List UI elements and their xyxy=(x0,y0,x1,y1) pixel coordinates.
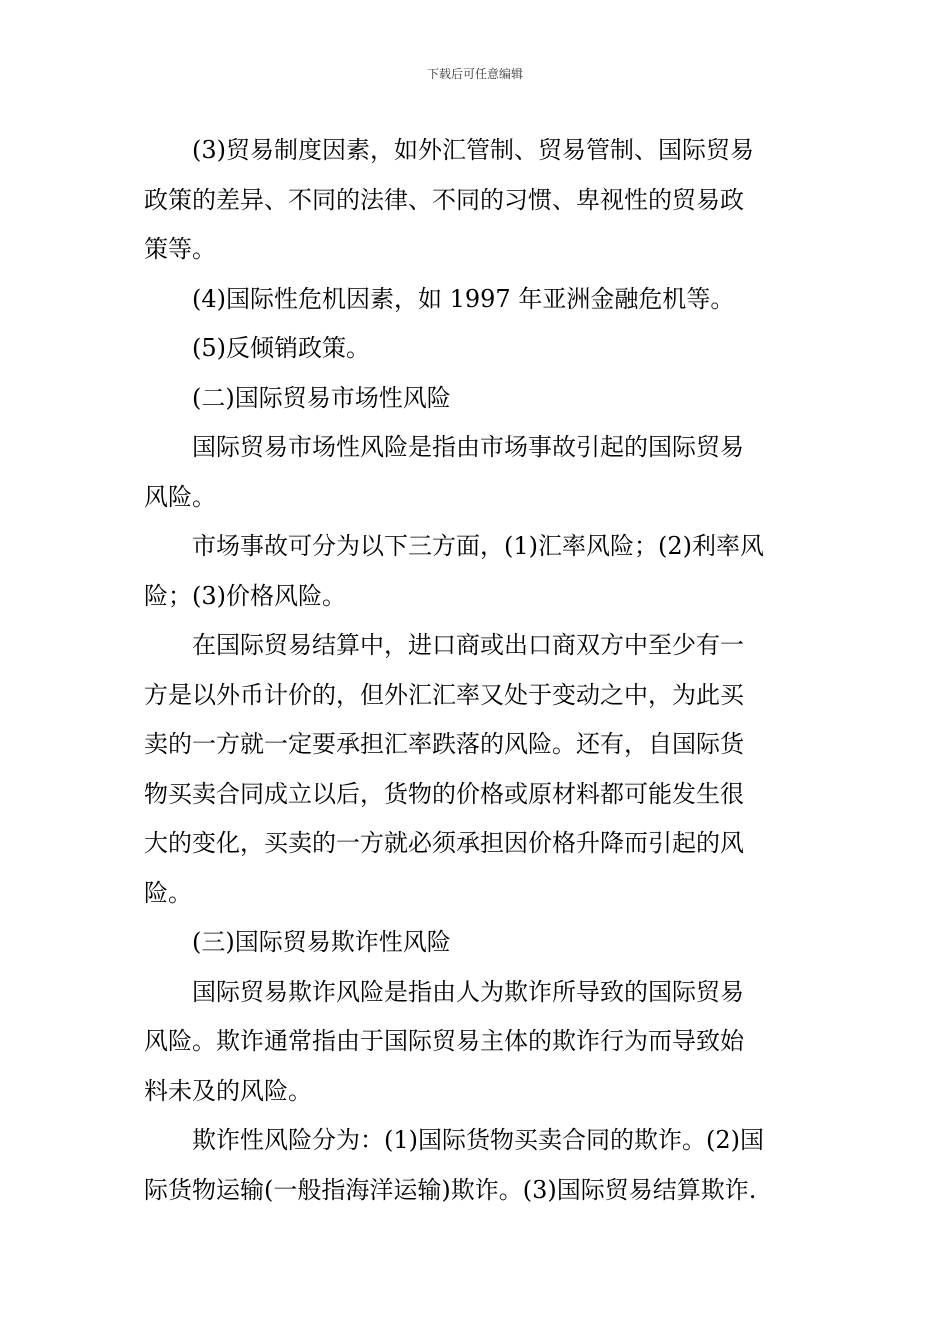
text-line: 国际贸易市场性风险是指由市场事故引起的国际贸易 xyxy=(192,433,744,461)
paragraph-crisis-factors xyxy=(144,275,808,325)
section-heading-fraud-risk xyxy=(144,918,808,968)
text-line: (三)国际贸易欺诈性风险 xyxy=(192,928,451,956)
text-line: 方是以外币计价的，但外汇汇率又处于变动之中，为此买 xyxy=(144,680,744,709)
text-line: 际货物运输(一般指海洋运输)欺诈。(3)国际贸易结算欺诈. xyxy=(144,1175,757,1204)
text-line: 欺诈性风险分为：(1)国际货物买卖合同的欺诈。(2)国 xyxy=(192,1126,764,1154)
text-line: 料未及的风险。 xyxy=(144,1076,312,1105)
paragraph-trade-system-factors xyxy=(144,126,808,275)
paragraph-exchange-rate-risk xyxy=(144,621,808,918)
text-line: 险。 xyxy=(144,878,192,907)
text-line: 政策的差异、不同的法律、不同的习惯、卑视性的贸易政 xyxy=(144,185,744,214)
paragraph-market-incidents xyxy=(144,522,808,621)
paragraph-market-risk-definition xyxy=(144,423,808,522)
text-line: (二)国际贸易市场性风险 xyxy=(192,383,451,412)
text-line: 国际贸易欺诈风险是指由人为欺诈所导致的国际贸易 xyxy=(192,977,744,1006)
paragraph-fraud-risk-definition xyxy=(144,968,808,1117)
page-header: 下载后可任意编辑 xyxy=(426,67,523,81)
text-line: (4)国际性危机因素，如 1997 年亚洲金融危机等。 xyxy=(192,284,735,313)
text-line: 物买卖合同成立以后，货物的价格或原材料都可能发生很 xyxy=(144,779,744,808)
text-line: 险；(3)价格风险。 xyxy=(144,581,346,610)
document-body xyxy=(144,126,808,1215)
text-line: 策等。 xyxy=(144,235,216,263)
text-line: 风险。 xyxy=(144,482,216,511)
text-line: (3)贸易制度因素，如外汇管制、贸易管制、国际贸易 xyxy=(192,136,754,164)
text-line: 卖的一方就一定要承担汇率跌落的风险。还有，自国际货 xyxy=(144,730,744,758)
text-line: 大的变化，买卖的一方就必须承担因价格升降而引起的风 xyxy=(144,829,744,857)
section-heading-market-risk xyxy=(144,374,808,424)
paragraph-anti-dumping xyxy=(144,324,808,374)
text-line: 市场事故可分为以下三方面，(1)汇率风险；(2)利率风 xyxy=(192,532,764,560)
text-line: (5)反倾销政策。 xyxy=(192,334,370,362)
text-line: 风险。欺诈通常指由于国际贸易主体的欺诈行为而导致始 xyxy=(144,1027,744,1055)
text-line: 在国际贸易结算中，进口商或出口商双方中至少有一 xyxy=(192,631,744,659)
paragraph-fraud-risk-types xyxy=(144,1116,808,1215)
